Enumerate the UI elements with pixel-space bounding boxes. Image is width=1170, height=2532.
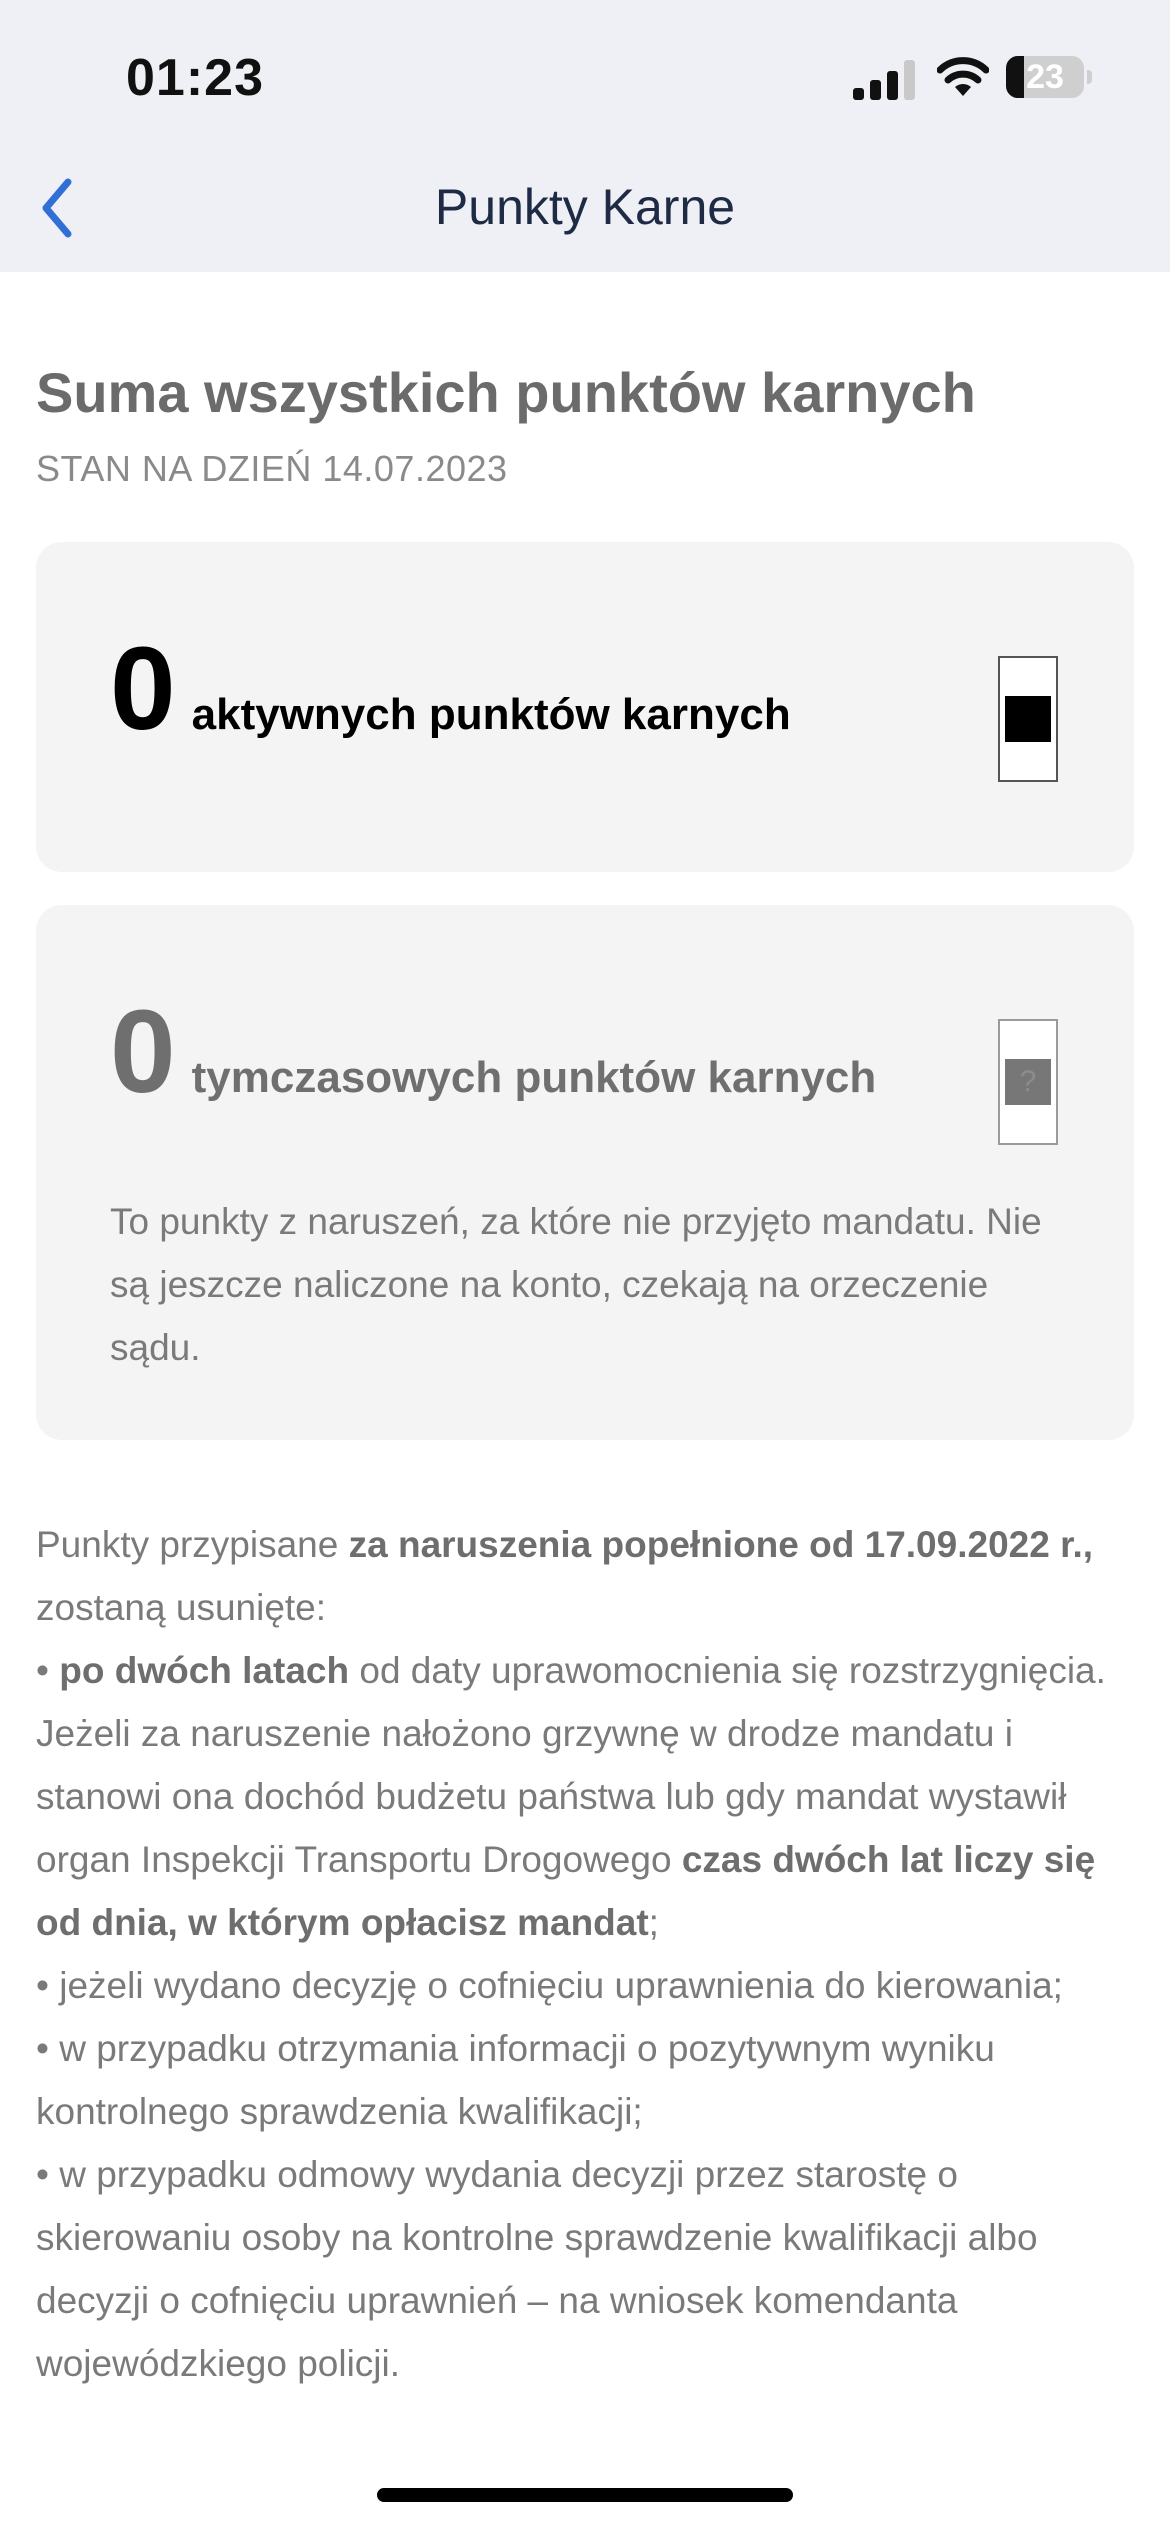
active-points-info-glyph [1005,696,1051,742]
info-bullet-1-end: ; [648,1902,659,1943]
info-bullet-1-bold-2: czas dwóch lat liczy się od dnia, w którym opłacisz mandat [36,1839,1096,1943]
page-subtitle: STAN NA DZIEŃ 14.07.2023 [36,448,508,489]
battery-body [1006,56,1084,98]
signal-icon [853,60,917,100]
info-bullet-2: • jeżeli wydano decyzję o cofnięciu uprawnienia do kierowania; [36,1965,1063,2006]
temporary-points-row [110,986,877,1118]
info-bullet-1 [36,1639,1146,1954]
temporary-points-label: tymczasowych punktów karnych [191,1053,877,1102]
status-bar [0,0,1170,150]
home-indicator[interactable] [377,2488,793,2502]
points-removal-info [36,1513,1146,2395]
temporary-points-description: To punkty z naruszeń, za które nie przyjęto mandatu. Nie są jeszcze naliczone na konto, czekają na orzeczenie sądu. [110,1201,1042,1368]
temporary-points-value: 0 [110,986,176,1118]
active-points-value: 0 [110,623,176,755]
info-intro-suffix: zostaną usunięte: [36,1587,327,1628]
active-points-label: aktywnych punktów karnych [191,690,791,739]
temporary-points-info-icon[interactable] [998,1019,1058,1145]
info-bullet-3: • w przypadku otrzymania informacji o pozytywnym wyniku kontrolnego sprawdzenia kwalifikacji; [36,2028,995,2132]
info-bullet-1-text: od daty uprawomocnienia się rozstrzygnięcia. Jeżeli za naruszenie nałożono grzywnę w drodze mandatu i stanowi ona dochód budżetu państwa lub gdy mandat wystawił organ Inspekcji Transportu Drogowego [36,1650,1106,1880]
battery-icon [1006,56,1092,98]
info-intro-bold: za naruszenia popełnione od 17.09.2022 r., [348,1524,1093,1565]
active-points-info-icon[interactable] [998,656,1058,782]
info-intro [36,1513,1146,1639]
wifi-icon [937,56,989,98]
temporary-points-card [36,905,1134,1440]
info-intro-prefix: Punkty przypisane [36,1524,349,1565]
info-bullet-4: • w przypadku odmowy wydania decyzji przez starostę o skierowaniu osoby na kontrolne sprawdzenie kwalifikacji albo decyzji o cofnięciu uprawnień – na wniosek komendanta wojewódzkiego policji. [36,2154,1038,2384]
active-points-card [36,542,1134,872]
info-bullet-1-prefix: • [36,1650,60,1691]
temporary-points-info-glyph [1005,1059,1051,1105]
nav-title: Punkty Karne [434,179,736,235]
nav-bar [0,150,1170,272]
active-points-row [110,623,791,755]
page-title: Suma wszystkich punktów karnych [36,361,976,424]
status-time: 01:23 [126,49,264,107]
battery-cap [1087,70,1092,84]
info-bullet-1-bold: po dwóch latach [59,1650,350,1691]
battery-level: 23 [1026,58,1064,96]
